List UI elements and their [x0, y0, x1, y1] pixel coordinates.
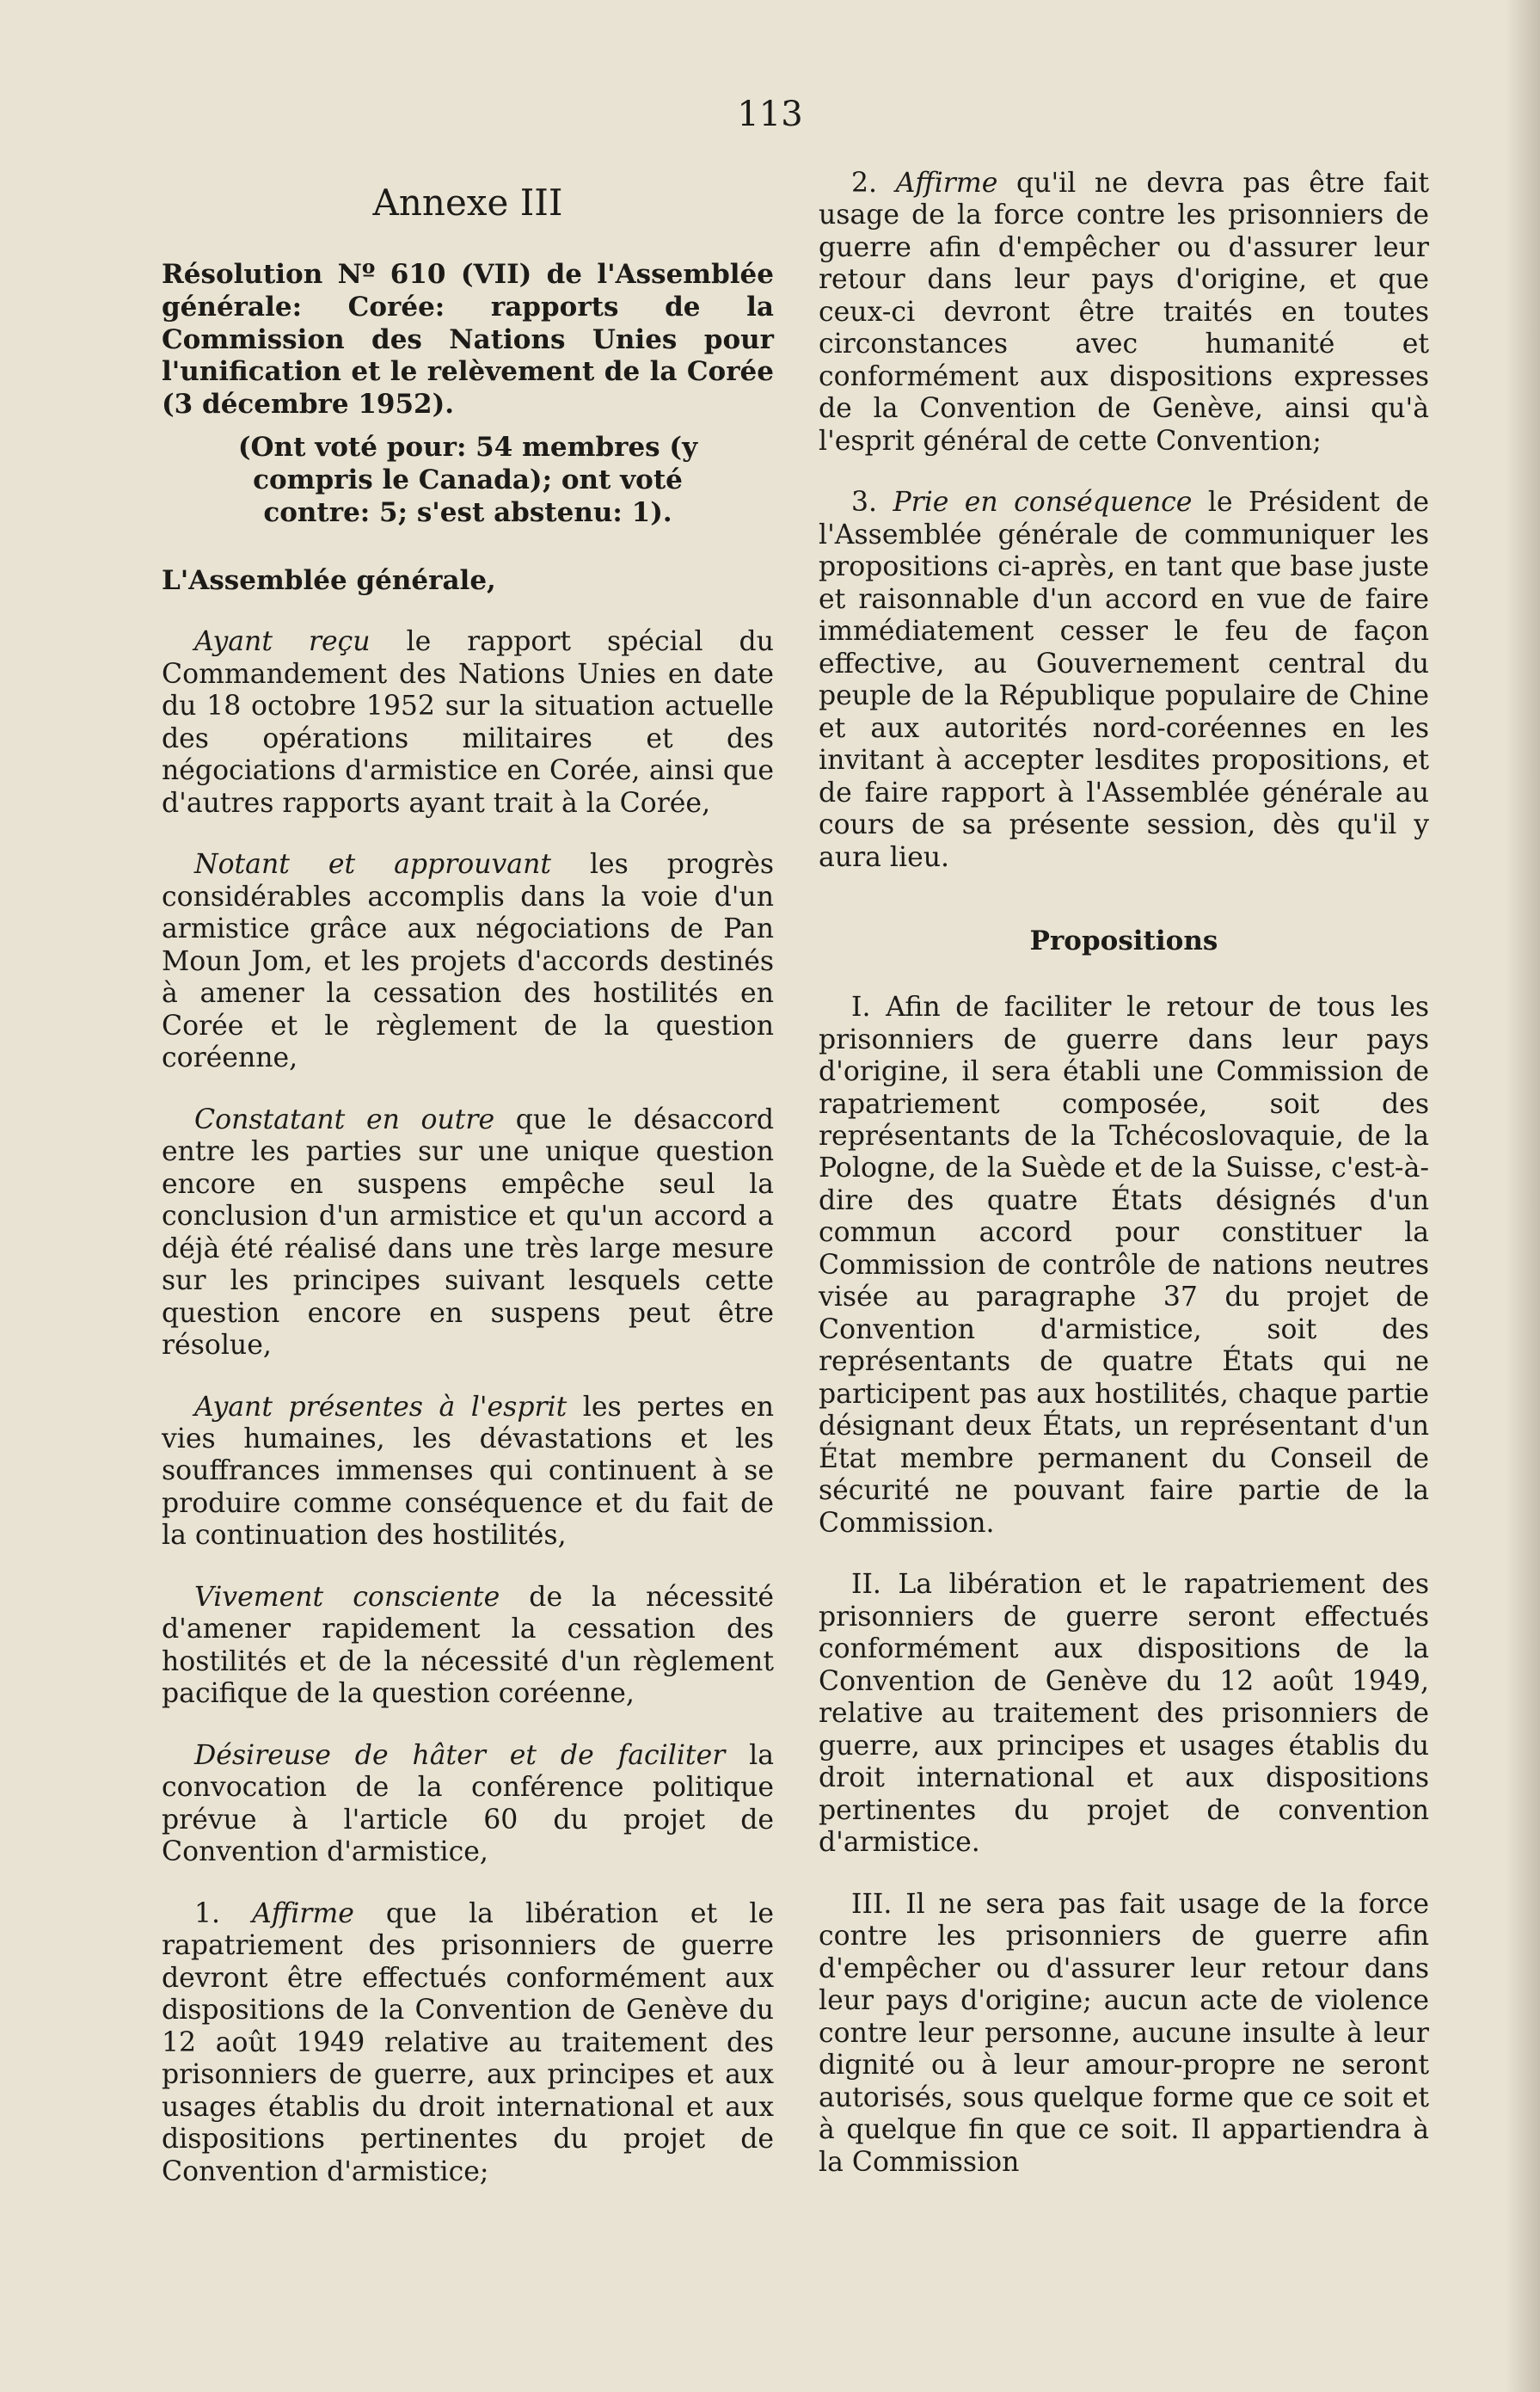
- resolution-heading: Résolution Nº 610 (VII) de l'Assemblée générale: Corée: rapports de la Commission des Nations Unies pour l'unification et le relèvement de la Corée (3 décembre 1952).: [162, 258, 774, 421]
- paragraph-lead: Prie en conséquence: [893, 487, 1193, 519]
- page-edge-shadow: [1506, 0, 1540, 2392]
- annex-title: Annexe III: [372, 181, 563, 224]
- operative-paragraph: [819, 487, 1429, 874]
- left-column: [162, 168, 774, 2217]
- paragraph-lead: Constatant en outre: [194, 1104, 495, 1135]
- paragraph-text: le Président de l'Assemblée générale de communiquer les propositions ci-après, en tant que base juste et raisonnable d'un accord en vue de faire immédiatement cesser le feu de façon effective, au Gouvernement central du peuple de la République populaire de Chine et aux autorités nord-coréennes en les invitant à accepter lesdites propositions, et de faire rapport à l'Assemblée générale au cours de sa présente session, dès qu'il y aura lieu.: [819, 487, 1429, 873]
- paragraph-lead: Affirme: [252, 1897, 354, 1929]
- preamble-paragraph: [162, 1104, 774, 1362]
- paragraph-text: les pertes en vies humaines, les dévastations et les souffrances immenses qui continuent à se produire comme conséquence et du fait de la continuation des hostilités,: [162, 1391, 774, 1552]
- preamble-paragraph: [162, 1740, 774, 1869]
- propositions-title: Propositions: [1029, 925, 1218, 957]
- proposition-paragraph: II. La libération et le rapatriement des prisonniers de guerre seront effectués conformément aux dispositions de la Convention de Genève du 12 août 1949, relative au traitement des prisonniers de guerre, aux principes et usages établis du droit international et aux dispositions pertinentes du projet de convention d'armistice.: [819, 1569, 1429, 1859]
- paragraph-text: les progrès considérables accomplis dans la voie d'un armistice grâce aux négociations de Pan Moun Jom, et les projets d'accords destinés à amener la cessation des hostilités en Corée et le règlement de la question coréenne,: [162, 849, 774, 1074]
- vote-note: (Ont voté pour: 54 membres (y compris le Canada); ont voté contre: 5; s'est abstenu: 1).: [237, 432, 698, 528]
- paragraph-lead: Affirme: [895, 168, 998, 199]
- paragraph-text: de la nécessité d'amener rapidement la cessation des hostilités et de la nécessité d'un règlement pacifique de la question coréenne,: [162, 1581, 774, 1710]
- page-number: 113: [737, 95, 803, 134]
- paragraph-text: le rapport spécial du Commandement des Nations Unies en date du 18 octobre 1952 sur la situation actuelle des opérations militaires et des négociations d'armistice en Corée, ainsi que d'autres rapports ayant trait à la Corée,: [162, 626, 775, 819]
- paragraph-text: qu'il ne devra pas être fait usage de la force contre les prisonniers de guerre afin d'empêcher ou d'assurer leur retour dans leur pays d'origine, et que ceux-ci devront être traités en toutes circonstances avec humanité et conformément aux dispositions expresses de la Convention de Genève, ainsi qu'à l'esprit général de cette Convention;: [819, 168, 1429, 457]
- paragraph-lead: Désireuse de hâter et de faciliter: [194, 1739, 726, 1771]
- preamble-paragraph: [162, 1392, 774, 1553]
- proposition-paragraph: III. Il ne sera pas fait usage de la force contre les prisonniers de guerre afin d'empêcher ou d'assurer leur retour dans leur pays d'origine; aucun acte de violence contre leur personne, aucune insulte à leur dignité ou à leur amour-propre ne seront autorisés, sous quelque forme que ce soit et à quelque fin que ce soit. Il appartiendra à la Commission: [819, 1888, 1429, 2178]
- right-column: [819, 168, 1429, 2208]
- preamble-paragraph: [162, 626, 774, 820]
- paragraph-lead: Vivement consciente: [194, 1581, 500, 1613]
- operative-paragraph: [162, 1898, 774, 2188]
- preamble-paragraph: [162, 849, 774, 1074]
- paragraph-lead: Notant et approuvant: [194, 849, 552, 881]
- paragraph-number: 1.: [194, 1897, 253, 1929]
- paragraph-number: 3.: [851, 487, 893, 519]
- assembly-heading: L'Assemblée générale,: [162, 565, 496, 597]
- operative-paragraph: [819, 168, 1429, 458]
- paragraph-lead: Ayant présentes à l'esprit: [194, 1391, 568, 1423]
- preamble-paragraph: [162, 1582, 774, 1711]
- paragraph-lead: Ayant reçu: [194, 626, 371, 658]
- paragraph-text: que la libération et le rapatriement des prisonniers de guerre devront être effectués conformément aux dispositions de la Convention de Genève du 12 août 1949 relative au traitement des prisonniers de guerre, aux principes et aux usages établis du droit international et aux dispositions pertinentes du projet de Convention d'armistice;: [162, 1897, 774, 2187]
- paragraph-number: 2.: [851, 168, 896, 199]
- proposition-paragraph: I. Afin de faciliter le retour de tous les prisonniers de guerre dans leur pays d'origine, il sera établi une Commission de rapatriement composée, soit des représentants de la Tchécoslovaquie, de la Pologne, de la Suède et de la Suisse, c'est-à-dire des quatre États désignés d'un commun accord pour constituer la Commission de contrôle de nations neutres visée au paragraphe 37 du projet de Convention d'armistice, soit des représentants de quatre États qui ne participent pas aux hostilités, chaque partie désignant deux États, un représentant d'un État membre permanent du Conseil de sécurité ne pouvant faire partie de la Commission.: [819, 992, 1429, 1539]
- paragraph-text: que le désaccord entre les parties sur une unique question encore en suspens empêche seul la conclusion d'un armistice et qu'un accord a déjà été réalisé dans une très large mesure sur les principes suivant lesquels cette question encore en suspens peut être résolue,: [162, 1104, 774, 1362]
- paragraph-text: la convocation de la conférence politique prévue à l'article 60 du projet de Convention d'armistice,: [162, 1739, 774, 1868]
